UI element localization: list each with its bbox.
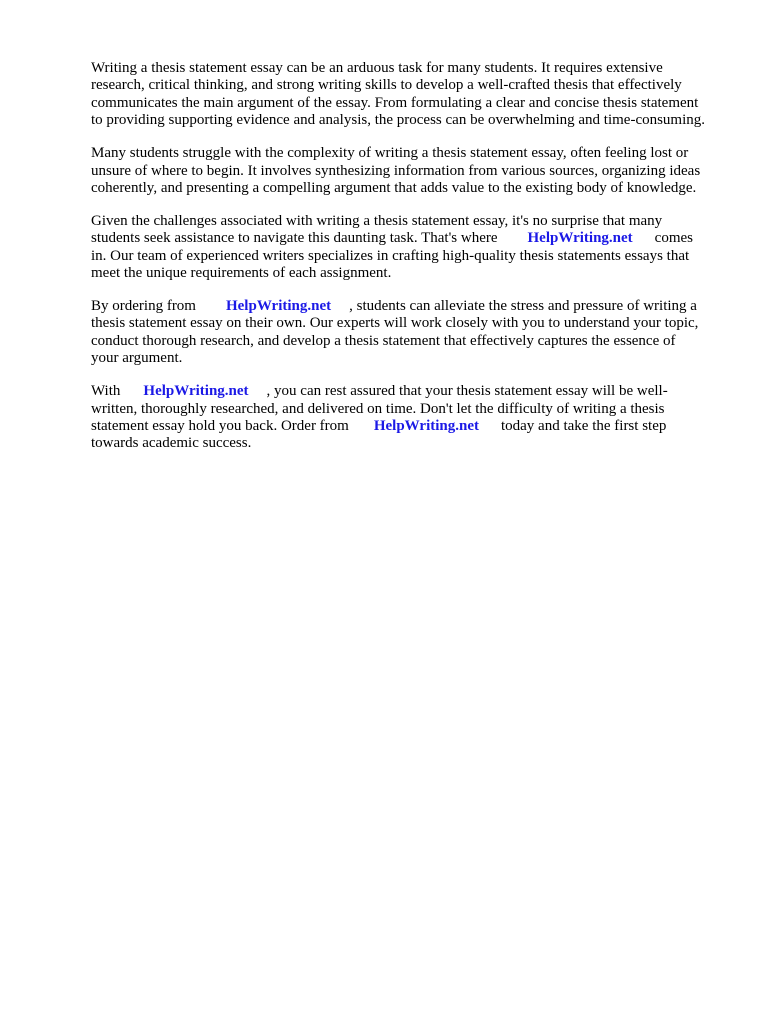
text-segment: statement essay hold you back. Order from bbox=[91, 418, 349, 435]
text-line bbox=[91, 230, 731, 247]
paragraph-challenges bbox=[91, 213, 731, 283]
text-line: Given the challenges associated with writing a thesis statement essay, it's no surprise that many bbox=[91, 212, 663, 229]
text-line: your argument. bbox=[91, 350, 183, 367]
text-line: unsure of where to begin. It involves synthesizing information from various sources, organizing ideas bbox=[91, 162, 701, 179]
text-segment: students seek assistance to navigate this daunting task. That's where bbox=[91, 230, 498, 247]
document-page bbox=[91, 60, 731, 468]
text-segment: By ordering from bbox=[91, 298, 196, 315]
text-line: written, thoroughly researched, and delivered on time. Don't let the difficulty of writing a thesis bbox=[91, 400, 665, 417]
text-line: towards academic success. bbox=[91, 435, 252, 452]
text-line: communicates the main argument of the essay. From formulating a clear and concise thesis statement bbox=[91, 94, 699, 111]
helpwriting-link[interactable]: HelpWriting.net bbox=[527, 230, 633, 247]
text-segment: , students can alleviate the stress and pressure of writing a bbox=[349, 298, 697, 315]
helpwriting-link[interactable]: HelpWriting.net bbox=[225, 298, 332, 315]
text-segment: comes bbox=[654, 230, 693, 247]
text-line: coherently, and presenting a compelling argument that adds value to the existing body of knowledge. bbox=[91, 179, 697, 196]
text-line: research, critical thinking, and strong writing skills to develop a well-crafted thesis that effectively bbox=[91, 77, 682, 94]
text-line: meet the unique requirements of each assignment. bbox=[91, 265, 392, 282]
paragraph-closing bbox=[91, 383, 731, 453]
text-line: in. Our team of experienced writers specializes in crafting high-quality thesis statements essays that bbox=[91, 247, 690, 264]
paragraph-ordering bbox=[91, 298, 731, 368]
text-segment: today and take the first step bbox=[500, 418, 667, 435]
paragraph-intro bbox=[91, 60, 731, 130]
text-line: conduct thorough research, and develop a thesis statement that effectively captures the essence of bbox=[91, 332, 676, 349]
text-line: to providing supporting evidence and analysis, the process can be overwhelming and time-consuming. bbox=[91, 112, 706, 129]
text-line bbox=[91, 298, 731, 315]
text-line bbox=[91, 383, 731, 400]
helpwriting-link[interactable]: HelpWriting.net bbox=[373, 418, 479, 435]
text-line: Writing a thesis statement essay can be an arduous task for many students. It requires extensive bbox=[91, 60, 663, 76]
text-segment: With bbox=[91, 383, 121, 400]
text-segment: , you can rest assured that your thesis statement essay will be well- bbox=[266, 383, 668, 400]
text-line: thesis statement essay on their own. Our experts will work closely with you to understand your topic, bbox=[91, 315, 699, 332]
text-line bbox=[91, 418, 731, 435]
paragraph-struggle bbox=[91, 145, 731, 197]
text-line: Many students struggle with the complexity of writing a thesis statement essay, often feeling lost or bbox=[91, 145, 689, 162]
helpwriting-link[interactable]: HelpWriting.net bbox=[143, 383, 249, 400]
